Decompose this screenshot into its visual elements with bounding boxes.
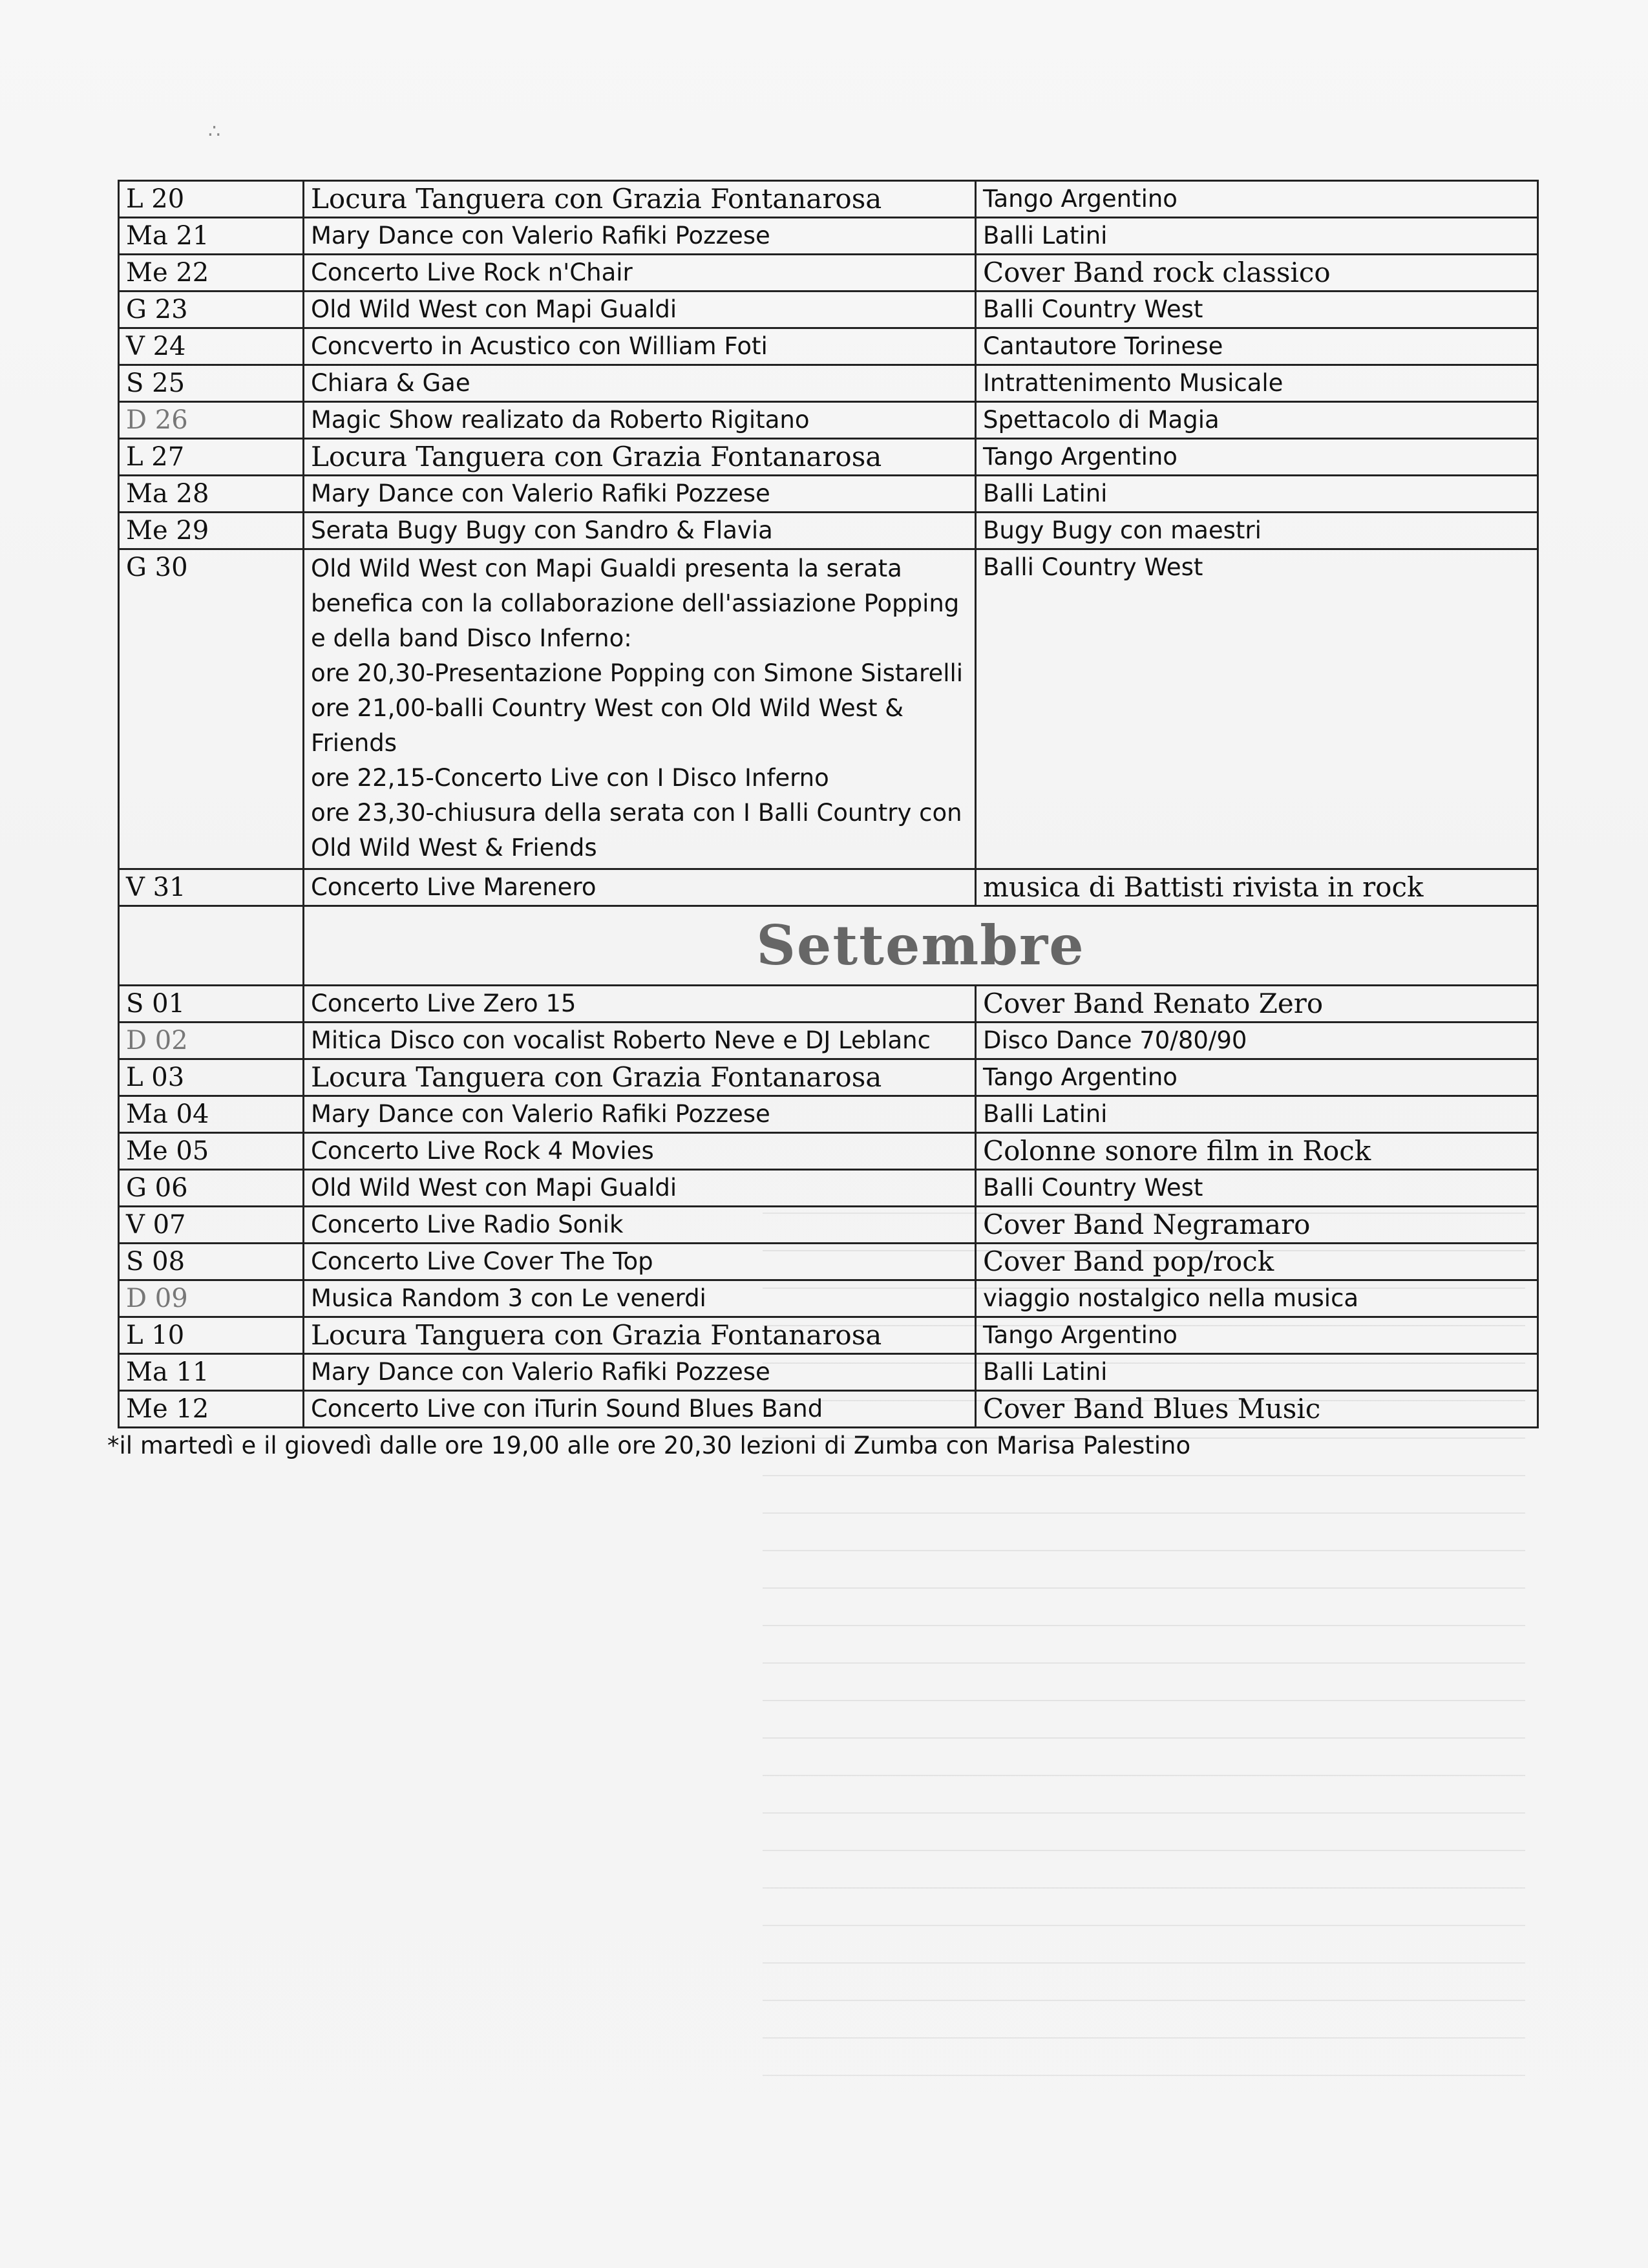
event-cell: Old Wild West con Mapi Gualdi <box>304 291 976 328</box>
schedule-row-benefit-evening <box>119 549 1538 869</box>
schedule-row <box>119 291 1538 328</box>
event-cell: Mary Dance con Valerio Rafiki Pozzese <box>304 476 976 513</box>
schedule-row <box>119 869 1538 906</box>
schedule-row <box>119 1133 1538 1170</box>
genre-cell: Colonne sonore film in Rock <box>976 1133 1538 1170</box>
schedule-row <box>119 1317 1538 1354</box>
genre-cell: Disco Dance 70/80/90 <box>976 1023 1538 1059</box>
event-cell: Locura Tanguera con Grazia Fontanarosa <box>304 1317 976 1354</box>
schedule-row <box>119 1096 1538 1133</box>
event-line: ore 23,30-chiusura della serata con I Balli Country con <box>311 799 962 827</box>
day-cell: S 01 <box>119 986 304 1023</box>
day-cell: D 26 <box>119 402 304 439</box>
zumba-footnote: *il martedì e il giovedì dalle ore 19,00 alle ore 20,30 lezioni di Zumba con Marisa Palestino <box>107 1432 1191 1459</box>
day-cell: Me 05 <box>119 1133 304 1170</box>
genre-cell: Tango Argentino <box>976 1059 1538 1096</box>
event-cell: Locura Tanguera con Grazia Fontanarosa <box>304 439 976 476</box>
genre-cell: Balli Latini <box>976 218 1538 255</box>
event-cell: Mitica Disco con vocalist Roberto Neve e DJ Leblanc <box>304 1023 976 1059</box>
schedule-row <box>119 1023 1538 1059</box>
schedule-row <box>119 1391 1538 1428</box>
event-cell: Concerto Live Radio Sonik <box>304 1207 976 1244</box>
day-cell: V 24 <box>119 328 304 365</box>
day-cell: Ma 28 <box>119 476 304 513</box>
day-cell: Me 29 <box>119 513 304 549</box>
genre-cell: Cover Band pop/rock <box>976 1244 1538 1280</box>
genre-cell: Cover Band rock classico <box>976 255 1538 291</box>
genre-cell: musica di Battisti rivista in rock <box>976 869 1538 906</box>
genre-cell: Balli Country West <box>976 549 1538 869</box>
day-cell: L 03 <box>119 1059 304 1096</box>
schedule-row <box>119 439 1538 476</box>
empty-cell <box>119 906 304 986</box>
genre-cell: viaggio nostalgico nella musica <box>976 1280 1538 1317</box>
day-cell: G 23 <box>119 291 304 328</box>
schedule-row <box>119 1354 1538 1391</box>
day-cell: G 30 <box>119 549 304 869</box>
event-line: Friends <box>311 729 397 757</box>
schedule-row <box>119 513 1538 549</box>
event-line: benefica con la collaborazione dell'assiazione Popping <box>311 589 960 617</box>
schedule-row <box>119 1244 1538 1280</box>
day-cell: Ma 04 <box>119 1096 304 1133</box>
genre-cell: Bugy Bugy con maestri <box>976 513 1538 549</box>
event-line: e della band Disco Inferno: <box>311 624 632 652</box>
event-line: Old Wild West con Mapi Gualdi presenta la serata <box>311 555 902 582</box>
event-cell: Locura Tanguera con Grazia Fontanarosa <box>304 181 976 218</box>
event-schedule-table <box>118 180 1539 1428</box>
genre-cell: Cantautore Torinese <box>976 328 1538 365</box>
event-cell: Old Wild West con Mapi Gualdi <box>304 1170 976 1207</box>
event-cell: Mary Dance con Valerio Rafiki Pozzese <box>304 1354 976 1391</box>
schedule-row <box>119 328 1538 365</box>
event-cell: Mary Dance con Valerio Rafiki Pozzese <box>304 218 976 255</box>
genre-cell: Balli Country West <box>976 1170 1538 1207</box>
day-cell: L 27 <box>119 439 304 476</box>
genre-cell: Tango Argentino <box>976 1317 1538 1354</box>
event-cell: Concerto Live Marenero <box>304 869 976 906</box>
day-cell: D 09 <box>119 1280 304 1317</box>
event-cell-multiline <box>304 549 976 869</box>
schedule-row <box>119 402 1538 439</box>
event-cell: Mary Dance con Valerio Rafiki Pozzese <box>304 1096 976 1133</box>
event-cell: Serata Bugy Bugy con Sandro & Flavia <box>304 513 976 549</box>
genre-cell: Cover Band Negramaro <box>976 1207 1538 1244</box>
day-cell: G 06 <box>119 1170 304 1207</box>
schedule-row <box>119 181 1538 218</box>
genre-cell: Balli Latini <box>976 476 1538 513</box>
schedule-row <box>119 255 1538 291</box>
genre-cell: Balli Latini <box>976 1354 1538 1391</box>
genre-cell: Tango Argentino <box>976 181 1538 218</box>
event-cell: Concerto Live Rock n'Chair <box>304 255 976 291</box>
genre-cell: Spettacolo di Magia <box>976 402 1538 439</box>
schedule-row <box>119 986 1538 1023</box>
day-cell: Me 22 <box>119 255 304 291</box>
schedule-row <box>119 1207 1538 1244</box>
event-line: ore 20,30-Presentazione Popping con Simone Sistarelli <box>311 659 964 687</box>
speck-mark: ∴ <box>208 120 221 143</box>
day-cell: V 07 <box>119 1207 304 1244</box>
schedule-row <box>119 1059 1538 1096</box>
event-cell: Magic Show realizato da Roberto Rigitano <box>304 402 976 439</box>
schedule-row <box>119 218 1538 255</box>
event-cell: Concerto Live Zero 15 <box>304 986 976 1023</box>
genre-cell: Cover Band Blues Music <box>976 1391 1538 1428</box>
genre-cell: Balli Latini <box>976 1096 1538 1133</box>
genre-cell: Cover Band Renato Zero <box>976 986 1538 1023</box>
event-line: ore 22,15-Concerto Live con I Disco Inferno <box>311 764 829 792</box>
day-cell: Me 12 <box>119 1391 304 1428</box>
schedule-row <box>119 476 1538 513</box>
day-cell: Ma 11 <box>119 1354 304 1391</box>
event-line: ore 21,00-balli Country West con Old Wild West & <box>311 694 904 722</box>
event-cell: Concverto in Acustico con William Foti <box>304 328 976 365</box>
day-cell: Ma 21 <box>119 218 304 255</box>
schedule-body <box>119 181 1538 1428</box>
month-heading: Settembre <box>304 906 1538 986</box>
event-cell: Locura Tanguera con Grazia Fontanarosa <box>304 1059 976 1096</box>
schedule-row <box>119 1170 1538 1207</box>
schedule-row <box>119 365 1538 402</box>
day-cell: D 02 <box>119 1023 304 1059</box>
event-line: Old Wild West & Friends <box>311 834 597 862</box>
day-cell: S 25 <box>119 365 304 402</box>
event-cell: Concerto Live con iTurin Sound Blues Band <box>304 1391 976 1428</box>
day-cell: S 08 <box>119 1244 304 1280</box>
genre-cell: Intrattenimento Musicale <box>976 365 1538 402</box>
event-cell: Concerto Live Rock 4 Movies <box>304 1133 976 1170</box>
event-cell: Concerto Live Cover The Top <box>304 1244 976 1280</box>
event-cell: Chiara & Gae <box>304 365 976 402</box>
day-cell: L 20 <box>119 181 304 218</box>
genre-cell: Balli Country West <box>976 291 1538 328</box>
month-separator-row <box>119 906 1538 986</box>
day-cell: L 10 <box>119 1317 304 1354</box>
day-cell: V 31 <box>119 869 304 906</box>
event-cell: Musica Random 3 con Le venerdi <box>304 1280 976 1317</box>
schedule-row <box>119 1280 1538 1317</box>
genre-cell: Tango Argentino <box>976 439 1538 476</box>
